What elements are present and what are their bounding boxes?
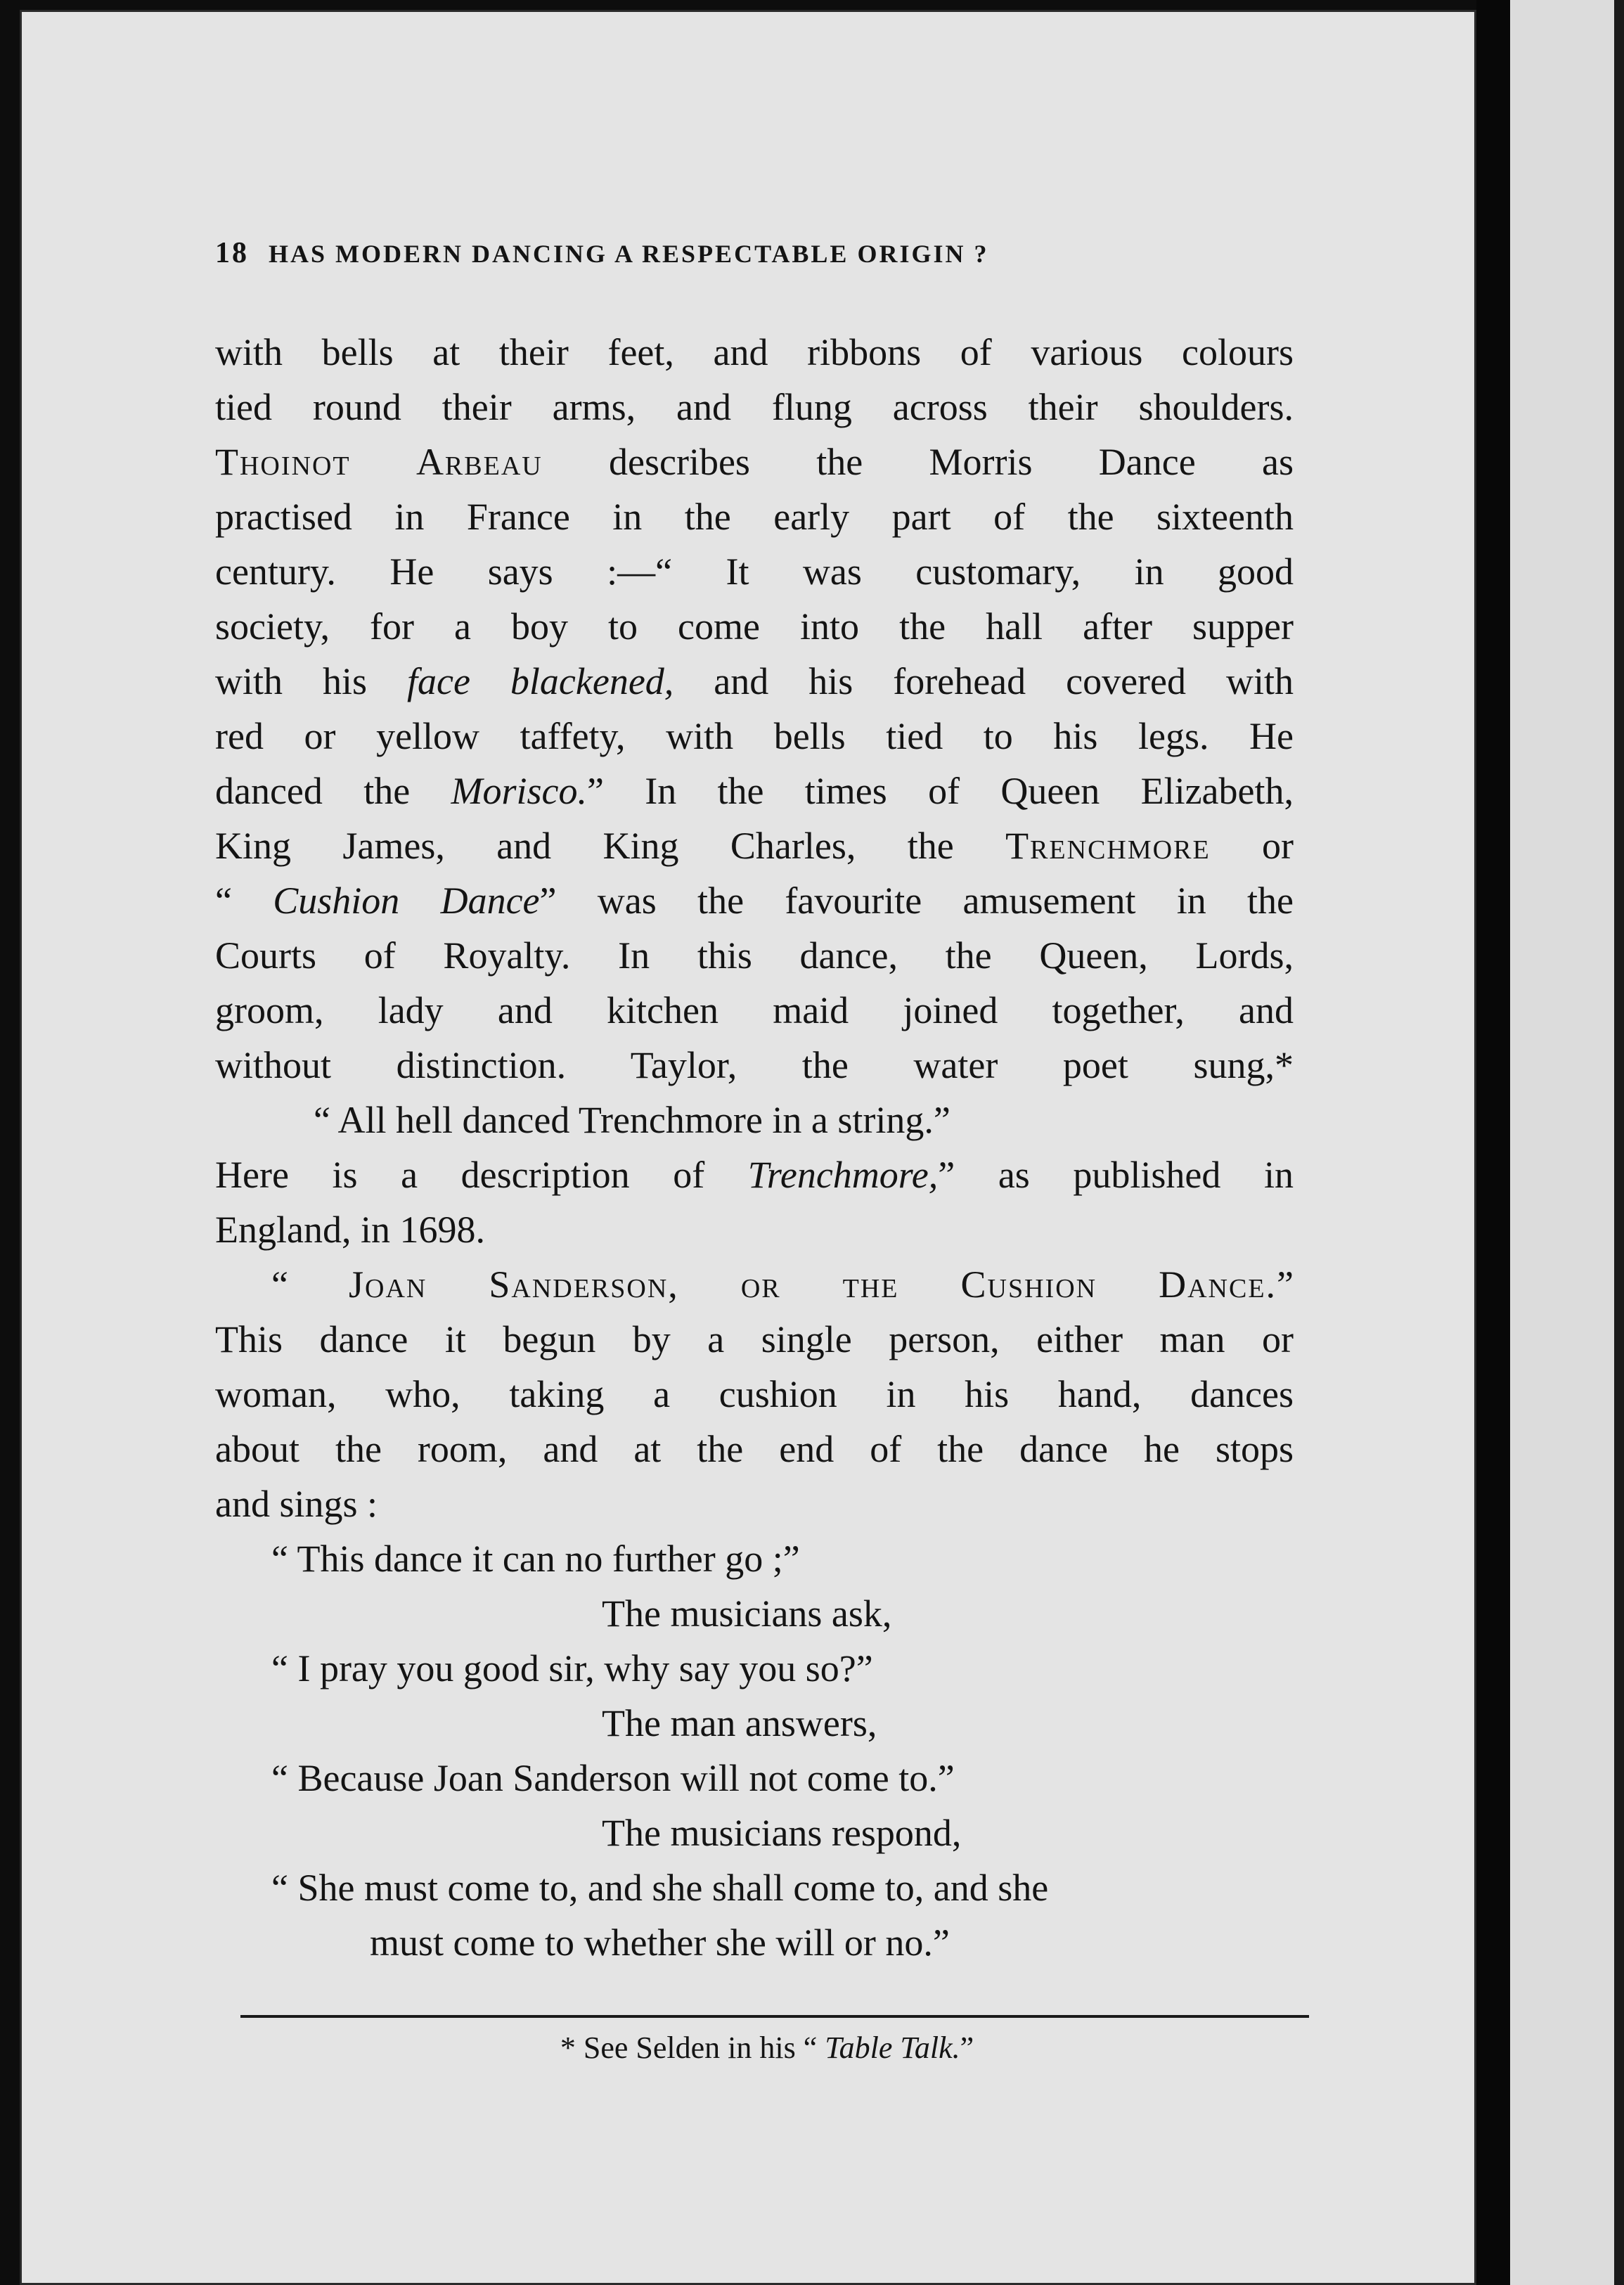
text-line: and sings : <box>215 1483 378 1525</box>
footnote: * See Selden in his “ Table Talk.” <box>560 2030 974 2065</box>
song-response: The musicians ask, <box>602 1592 892 1635</box>
italic-phrase: face blackened, <box>407 660 674 702</box>
running-header <box>215 236 1294 270</box>
running-title: HAS MODERN DANCING A RESPECTABLE ORIGIN ? <box>269 240 989 268</box>
section-title: “ Joan Sanderson, or the Cushion Dance.” <box>271 1263 1294 1306</box>
song-verse: “ I pray you good sir, why say you so?” <box>271 1647 873 1689</box>
text-line: Thoinot Arbeau describes the Morris Dance as <box>215 441 1294 483</box>
text-line: without distinction. Taylor, the water poet sung,* <box>215 1044 1294 1086</box>
song-verse: “ Because Joan Sanderson will not come to.” <box>271 1757 955 1799</box>
song-response: The man answers, <box>602 1702 877 1744</box>
text-line: groom, lady and kitchen maid joined together, and <box>215 989 1294 1031</box>
text-line: woman, who, taking a cushion in his hand, dances <box>215 1373 1294 1415</box>
quoted-verse: “ All hell danced Trenchmore in a string.” <box>314 1099 950 1141</box>
text-line: society, for a boy to come into the hall after supper <box>215 605 1294 648</box>
text-line: King James, and King Charles, the Trenchmore or <box>215 825 1294 867</box>
italic-phrase: Morisco. <box>451 770 587 812</box>
text-line: Courts of Royalty. In this dance, the Queen, Lords, <box>215 934 1294 977</box>
song-verse: “ This dance it can no further go ;” <box>271 1538 800 1580</box>
dance-name: Trenchmore <box>1005 825 1211 867</box>
image-border <box>1614 0 1624 2285</box>
text-line: practised in France in the early part of the sixteenth <box>215 496 1294 538</box>
song-verse: must come to whether she will or no.” <box>370 1922 950 1964</box>
text-line: danced the Morisco.” In the times of Queen Elizabeth, <box>215 770 1294 812</box>
text-line: with his face blackened, and his forehead covered with <box>215 660 1294 702</box>
facing-page-edge <box>1510 0 1624 2285</box>
song-response: The musicians respond, <box>602 1812 962 1854</box>
author-name: Thoinot Arbeau <box>215 441 543 483</box>
text-line: with bells at their feet, and ribbons of various colours <box>215 331 1294 373</box>
text-line: Here is a description of Trenchmore,” as published in <box>215 1154 1294 1196</box>
text-line: about the room, and at the end of the dance he stops <box>215 1428 1294 1470</box>
footnote-rule <box>240 2015 1309 2018</box>
text-line: tied round their arms, and flung across their shoulders. <box>215 386 1294 428</box>
song-verse: “ She must come to, and she shall come to, and she <box>271 1867 1049 1909</box>
text-line: “ Cushion Dance” was the favourite amusement in the <box>215 880 1294 922</box>
text-line: England, in 1698. <box>215 1209 485 1251</box>
italic-phrase: Trenchmore, <box>747 1154 939 1196</box>
text-line: This dance it begun by a single person, either man or <box>215 1318 1294 1360</box>
text-line: century. He says :—“ It was customary, in good <box>215 551 1294 593</box>
book-spine <box>1476 0 1510 2285</box>
page-number: 18 <box>215 237 249 269</box>
italic-phrase: Cushion Dance <box>273 880 540 922</box>
text-line: red or yellow taffety, with bells tied to his legs. He <box>215 715 1294 757</box>
